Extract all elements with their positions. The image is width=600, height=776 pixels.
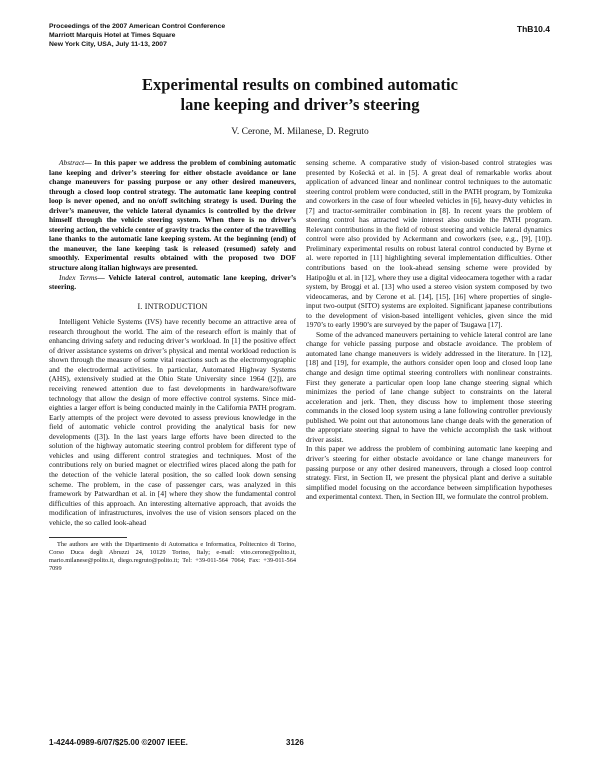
contribution-paragraph: In this paper we address the problem of combining automatic lane keeping and driver’s steering for either obstacle avoidance or lane change maneuvers for passing purpose or any other desired maneuvers, through a closed loop control strategy. First, in Section II, we present the physical plant and derive a suitable simplified model focusing on the accordance between simplification hypotheses and experimental context. Then, in Section III, we formulate the control problem. [306,444,552,502]
abstract-text: — In this paper we address the problem of combining automatic lane keeping and driver’s steering for either obstacle avoidance or lane change maneuvers for passing purpose or any other desired maneuvers, through a closed loop control strategy. The automatic lane keeping control loop is never opened, and no on/off switching strategy is used. During the driver’s maneuver, the vehicle lateral dynamics is controlled by the driver himself through the vehicle steering system. When there is no driver’s steering action, the vehicle center of gravity tracks the center of the travelling lane thanks to the automatic lane keeping system. At the beginning (end) of the maneuver, the lane keeping task is released (resumed) safely and smoothly. Experimental results obtained with the proposed two DOF structure along italian highways are presented. [49,158,296,273]
paper-title-line2: lane keeping and driver’s steering [180,95,420,114]
index-terms [49,273,296,292]
paper-title [0,75,600,115]
author-affiliation-footnote: The authors are with the Dipartimento di Automatica e Informatica, Politecnico di Torino, Corso Duca degli Abruzzi 24, 10129 Torino, Italy; e-mail: vito.cerone@polito.it, mario.milanese@polito.it, diego.regruto@polito.it; Tel: +39-011-564 7064; Fax: +39-011-564 7099 [49,541,296,573]
intro-paragraph-continued: sensing scheme. A comparative study of vision-based control strategies was presented by Košecká et al. in [5]. A great deal of remarkable works about application of advanced linear and nonlinear control techniques to the automatic steering control problem were conducted, still in the PATH program, by Tomizuka and coworkers in the case of four wheeled vehicles in [6], heavy-duty vehicles in [7] and tractor-semitrailer combination in [8]. In recent years the problem of steering control has attracted wide interest also outside the PATH program. Relevant contributions in the field of robust steering and vehicle lateral dynamics control were also provided by Ackermann and coworkers (see, e.g., [9], [10]). Preliminary experimental results on robust lateral control conducted by Byrne et al. were reported in [11] highlighting several implementation difficulties. Other contributions based on the look-ahead sensing scheme were provided by Hatipoğlu et al. in [12], where they use a digital videocamera together with a radar system, by Broggi et al. [13] who used a stereo vision system composed by two videocameras, and by Cerone et al. [14], [15], [16] where properties of single-input two-output (SITO) systems are exploited. Significant japanese contributions to the development of vision-based intelligent vehicles, given since the mid 1970’s to early 1990’s are surveyed by the paper of Tsugawa [17]. [306,158,552,330]
page-number: 3126 [286,738,304,747]
abstract-label: Abstract [59,158,85,167]
paper-authors: V. Cerone, M. Milanese, D. Regruto [231,127,369,137]
lane-change-paragraph: Some of the advanced maneuvers pertaining to vehicle lateral control are lane change for vehicle passing purpose and obstacle avoidance. The problem of automated lane change maneuvers is widely addressed in the literature. In [12], [18] and [19], for example, the authors consider open loop and closed loop lane change and design time optimal steering controllers with nonlinear constraints. First they generate a particular open loop lane change steering signal which minimizes the period of lane change subject to constraints on the lateral acceleration and jerk. Then, they discuss how to implement those steering commands in the closed loop system using a lane following controller previously published. We point out that autonomous lane change deals with the generation of the appropriate steering signal to have the vehicle accomplish the task without driver assist. [306,329,552,444]
index-terms-label: Index Terms [59,272,98,282]
footnote-divider [49,537,127,538]
right-column [306,158,552,502]
conference-name: Proceedings of the 2007 American Control Conference [49,23,226,30]
conference-location-date: New York City, USA, July 11-13, 2007 [49,41,167,48]
session-code: ThB10.4 [516,24,550,34]
paper-title-line1: Experimental results on combined automatic [142,75,458,94]
section-heading-introduction: I. INTRODUCTION [137,301,208,311]
conference-venue: Marriott Marquis Hotel at Times Square [49,32,176,39]
index-terms-text: — Vehicle lateral control, automatic lane keeping, driver’s steering. [49,272,297,292]
left-column [49,158,296,573]
intro-paragraph: Intelligent Vehicle Systems (IVS) have recently become an attractive area of research throughout the world. The aim of the research effort is mainly that of enhancing driving safety and reducing driver’s workload. In [1] the positive effect of driver assistance systems on driver’s physical and mental workload reduction is shown through the measure of some vital reactions such as the electromyographic and the electrodermal activities. In particular, Automated Highway Systems (AHS), extensively studied at the Ohio State University since 1964 ([2]), are receiving renewed attention due to fast developments in hardware/software technology that allow the design of more effective control systems. Since mid-eighties a larger effort is being conducted mainly in the California PATH program. Early attempts of the project were devoted to assess previous knowledge in the field of automatic vehicle control providing the analytical basis for new developments ([3]). In the last years large efforts have been directed to the solution of the highway automatic steering control problem for different type of vehicles and using different control strategies and techniques. Most of the contributions rely on buried magnet or electrified wires placed along the path for the detection of the vehicle lateral position, the so called look down sensing scheme. The problem, in the case of passenger cars, was analyzed in this framework by Patwardhan et al. in [4] where they show the fundamental control difficulties of this approach. An interesting alternative approach, that avoids the modification of infrastructures, involves the use of vision sensors placed on the vehicle, the so called look-ahead [49,317,296,527]
conference-header [49,22,225,49]
copyright-footer: 1-4244-0989-6/07/$25.00 ©2007 IEEE. [49,738,188,747]
abstract [49,158,296,273]
